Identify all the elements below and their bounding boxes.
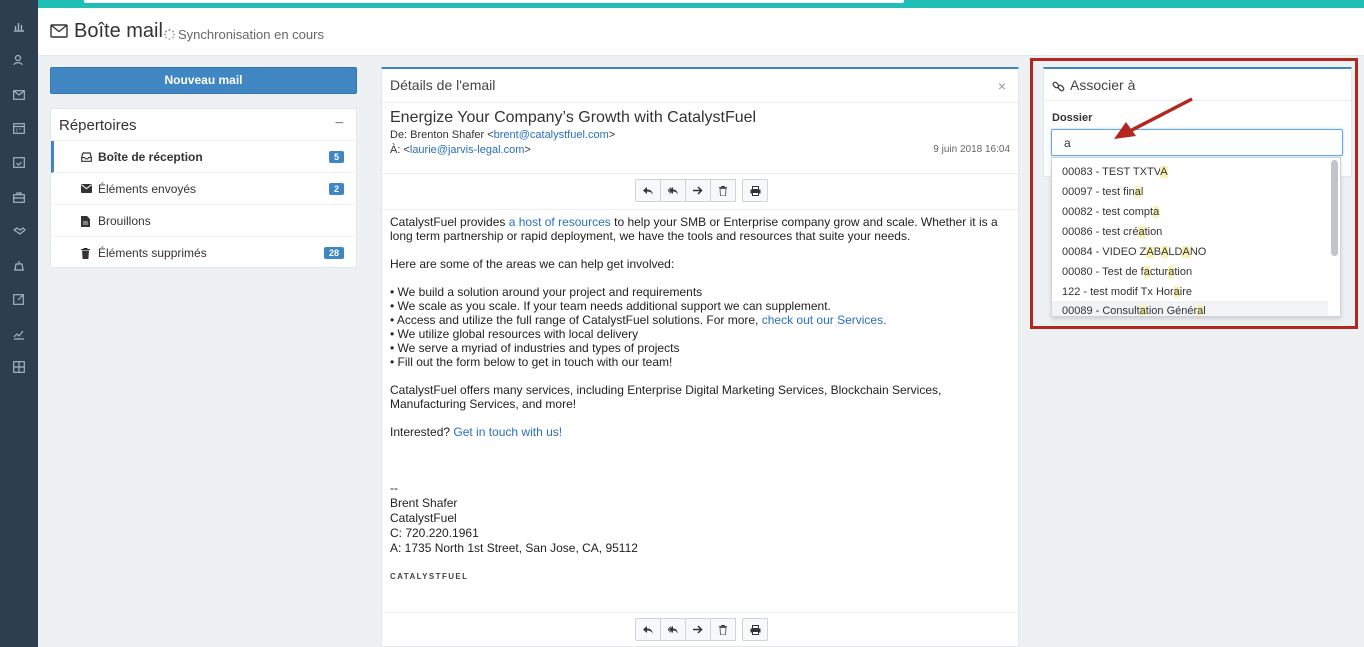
dossier-option[interactable]: 00083 - TEST TXTVA: [1062, 166, 1168, 178]
folders-panel: [50, 108, 357, 268]
panel-title: Détails de l'email: [390, 77, 496, 93]
sync-status: Synchronisation en cours: [178, 27, 324, 42]
page-header: [38, 8, 1364, 56]
folder-label: Boîte de réception: [98, 150, 203, 164]
to-email-link[interactable]: laurie@jarvis-legal.com: [409, 144, 525, 156]
unread-badge: 2: [329, 183, 344, 195]
company-logo: CATALYSTFUEL: [390, 572, 469, 581]
new-mail-button[interactable]: Nouveau mail: [50, 67, 357, 94]
close-button[interactable]: ×: [997, 78, 1006, 94]
folder-label: Brouillons: [98, 214, 151, 228]
folder-label: Éléments envoyés: [98, 182, 197, 196]
forward-button[interactable]: [685, 179, 711, 202]
dropdown-scrollbar[interactable]: [1331, 160, 1338, 256]
calendar-check-icon[interactable]: [10, 153, 28, 171]
print-button[interactable]: [742, 618, 768, 641]
global-search-bar[interactable]: [84, 0, 904, 3]
email-date: 9 juin 2018 16:04: [933, 144, 1010, 155]
email-subject: Energize Your Company’s Growth with CatalystFuel: [390, 109, 757, 126]
email-toolbar-bottom: [635, 618, 767, 641]
email-from: De: Brenton Shafer <brent@catalystfuel.com>: [390, 129, 616, 141]
unread-badge: 5: [329, 151, 344, 163]
grid-icon[interactable]: [10, 358, 28, 376]
email-to: À: <laurie@jarvis-legal.com>: [390, 144, 531, 156]
folder-trash[interactable]: [51, 237, 356, 269]
divider: [382, 173, 1018, 174]
from-email-link[interactable]: brent@catalystfuel.com: [493, 129, 609, 141]
edit-icon[interactable]: [10, 290, 28, 308]
reply-button[interactable]: [635, 618, 661, 641]
top-bar: [38, 0, 1364, 8]
contact-link[interactable]: Get in touch with us!: [453, 425, 563, 439]
delete-button[interactable]: [710, 179, 736, 202]
trash-icon: [81, 248, 90, 259]
delete-button[interactable]: [710, 618, 736, 641]
dossier-label: Dossier: [1052, 112, 1093, 124]
inbox-icon: [81, 152, 92, 162]
unread-badge: 28: [324, 247, 344, 259]
email-toolbar-top: [635, 179, 767, 202]
folder-drafts[interactable]: [51, 205, 356, 237]
panel-title: Associer à: [1070, 77, 1136, 93]
divider: [382, 612, 1018, 613]
folders-title: Répertoires: [59, 117, 137, 134]
email-details-panel: [381, 67, 1019, 647]
dossier-dropdown: [1051, 157, 1341, 317]
line-chart-icon[interactable]: [10, 325, 28, 343]
link-icon: [1052, 80, 1065, 93]
dossier-option[interactable]: 00097 - test final: [1062, 186, 1144, 198]
chart-icon[interactable]: [10, 17, 28, 35]
services-link[interactable]: check out our Services.: [761, 313, 887, 327]
email-body: CatalystFuel provides a host of resources to help your SMB or Enterprise company grow and scale. Whether it is a long term partnership or rapid deployment, we have the tools and resources that suite your needs. Here are some of the areas we can help get involved: • We build a solution around your project and requirements • We scale as you scale. If your team needs additional support we can supplement. • Access and utilize the full range of CatalystFuel solutions. For more, check out our Services. • We utilize global resources with local delivery • We serve a myriad of industries and types of projects • Fill out the form below to get in touch with our team! CatalystFuel offers many services, including Enterprise Digital Marketing Services, Blockchain Services, Manufacturing Services, and more! Interested? Get in touch with us! -- Brent Shafer CatalystFuel C: 720.220.1961 A: 1735 North 1st Street, San Jose, CA, 95112 CATALYSTFUEL: [390, 215, 1012, 584]
spinner-icon: [164, 29, 175, 40]
collapse-button[interactable]: −: [334, 115, 344, 132]
dossier-option[interactable]: 00089 - Consultation Général: [1052, 301, 1328, 317]
envelope-icon: [50, 24, 68, 38]
folder-inbox[interactable]: [51, 141, 356, 173]
print-button[interactable]: [742, 179, 768, 202]
dossier-option[interactable]: 122 - test modif Tx Horaire: [1062, 286, 1193, 298]
envelope-icon: [81, 184, 92, 193]
reply-button[interactable]: [635, 179, 661, 202]
divider: [382, 209, 1018, 210]
left-nav: [0, 0, 38, 647]
forward-button[interactable]: [685, 618, 711, 641]
handshake-icon[interactable]: [10, 222, 28, 240]
calendar-icon[interactable]: [10, 119, 28, 137]
dossier-option[interactable]: 00080 - Test de facturation: [1062, 266, 1193, 278]
timer-icon[interactable]: [10, 256, 28, 274]
user-search-icon[interactable]: [10, 51, 28, 69]
reply-all-button[interactable]: [660, 179, 686, 202]
briefcase-icon[interactable]: [10, 188, 28, 206]
dossier-search-input[interactable]: [1051, 129, 1343, 156]
dossier-option[interactable]: 00084 - VIDEO ZABALDANO: [1062, 246, 1207, 258]
dossier-option[interactable]: 00086 - test création: [1062, 226, 1163, 238]
envelope-icon[interactable]: [10, 86, 28, 104]
page-title: Boîte mail: [74, 20, 163, 42]
dossier-option[interactable]: 00082 - test compta: [1062, 206, 1160, 218]
folder-sent[interactable]: [51, 173, 356, 205]
folder-label: Éléments supprimés: [98, 246, 207, 260]
resources-link[interactable]: a host of resources: [508, 215, 611, 229]
file-icon: [81, 216, 90, 227]
reply-all-button[interactable]: [660, 618, 686, 641]
